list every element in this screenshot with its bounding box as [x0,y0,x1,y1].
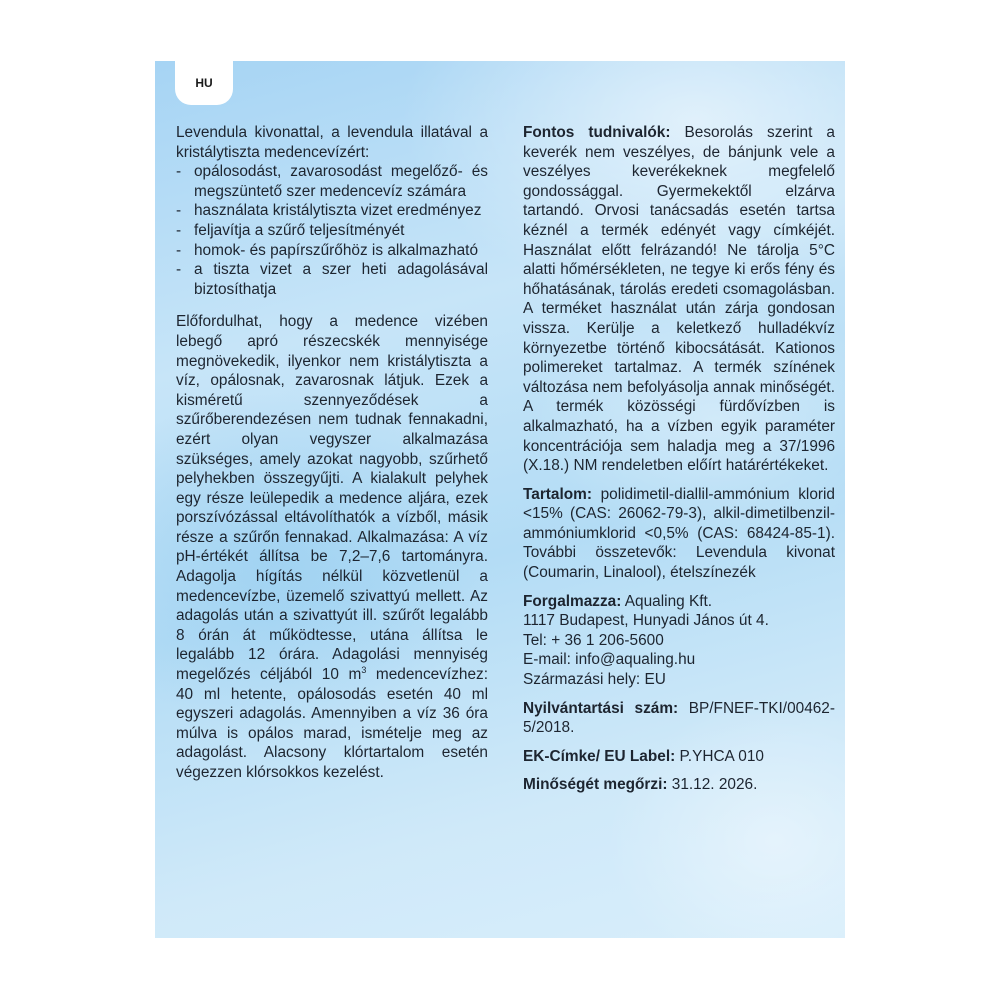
eu-label-value: P.YHCA 010 [675,747,764,765]
best-before [523,775,835,795]
important-notice [523,123,835,476]
benefit-item: - opálosodást, zavarosodást megelőző- és megszüntető szer medencevíz számára [176,163,488,200]
label-panel [155,61,845,938]
contents-text: polidimetil-diallil-ammónium klorid <15% (CAS: 26062-79-3), alkil-dimetilbenzil-ammóniumklorid <0,5% (CAS: 68424-85-1). További összetevők: Levendula kivonat (Coumarin, Linalool), ételszínezék [523,485,835,582]
registration-number [523,699,835,738]
benefit-item: - feljavítja a szűrő teljesítményét [176,221,405,239]
best-before-value: 31.12. 2026. [667,776,758,794]
usage-description [176,312,488,782]
eu-label-heading: EK-Címke/ EU Label: [523,747,676,765]
benefit-text: használata kristálytiszta vizet eredményez [194,202,482,220]
usage-text-continued: medencevízhez: 40 ml hetente, opálosodás esetén 40 ml egyszeri adagolás. Amennyiben a víz 36 óra múlva is opálos marad, ismételje meg az adagolást. Alacsony klórtartalom esetén végezzen klórsokkos kezelést. [176,666,488,781]
cubic-superscript: 3 [361,664,367,675]
usage-text: Előfordulhat, hogy a medence vizében lebegő apró részecskék mennyisége megnövekedik, ilyenkor nem kristálytiszta a víz, opálosnak, zavarosnak látjuk. Ezek a kisméretű szennyeződések a szűrőberendezésen nem tudnak fennakadni, ezért olyan vegyszer alkalmazása szükséges, amely azokat nagyobb, szűrhető pelyhekben összegyűjti. A kialakult pelyhek egy része leülepedik a medence aljára, ezek porszívózással eltávolíthatók a vízből, másik része a szűrőn fennakad. Alkalmazása: A víz pH-értékét állítsa be 7,2–7,6 tartományra. Adagolja hígítás nélkül közvetlenül a medencevízbe, üzemelő szivattyú mellett. Az adagolás után a szivattyút ill. szűrőt legalább 8 órán át működtesse, utána állítsa le legalább 12 órára. Adagolási mennyiség megelőzés céljából 10 m [176,313,488,684]
language-tab: HU [175,61,233,105]
left-column [176,123,488,783]
contents-heading: Tartalom: [523,485,592,503]
distributor-phone: Tel: + 36 1 206-5600 [523,631,664,649]
benefit-list [176,162,488,299]
right-column [523,123,835,795]
distributor-heading: Forgalmazza: [523,592,622,610]
benefit-text: opálosodást, zavarosodást megelőző- és megszüntető szer medencevíz számára [194,163,488,200]
distributor-email: E-mail: info@aqualing.hu [523,651,696,669]
notice-text: Besorolás szerint a keverék nem veszélyes, de bánjunk vele a veszélyes keverékeknek megfelelő gondossággal. Gyermekektől elzárva tartandó. Orvosi tanácsadás esetén tartsa kéznél a termék edényét vagy címkéjét. Használat előtt felrázandó! Ne tárolja 5°C alatti hőmérsékleten, ne tegye ki erős fény és hőhatásának, tárolás eredeti csomagolásban. A terméket használat után zárja gondosan vissza. Kerülje a keletkező hulladékvíz környezetbe történő kibocsátását. Kationos polimereket tartalmaz. A termék színének változása nem befolyásolja annak minőségét. A termék közösségi fürdővízben is alkalmazható, ha a vízben egyik paraméter koncentrációja sem haladja meg a 37/1996 (X.18.) NM rendeletben előírt határértékeket. [523,124,835,475]
registration-heading: Nyilvántartási szám: [523,699,679,717]
origin-text: Származási hely: EU [523,671,666,689]
intro-text: Levendula kivonattal, a levendula illatával a kristálytiszta medencevízért: [176,124,488,161]
benefit-item: - a tiszta vizet a szer heti adagolásával biztosíthatja [176,261,488,298]
registration-value: BP/FNEF-TKI/00462-5/2018. [523,699,835,737]
contents-section [523,485,835,583]
benefit-text: feljavítja a szűrő teljesítményét [194,221,405,239]
benefit-item: - homok- és papírszűrőhöz is alkalmazható [176,241,479,259]
distributor-section [523,592,835,690]
eu-label [523,747,835,767]
notice-heading: Fontos tudnivalók: [523,124,671,141]
benefit-item: - használata kristálytiszta vizet eredményez [176,202,482,220]
distributor-address: 1117 Budapest, Hunyadi János út 4. [523,612,769,630]
benefit-text: a tiszta vizet a szer heti adagolásával biztosíthatja [194,261,488,298]
best-before-heading: Minőségét megőrzi: [523,776,668,794]
distributor-name: Aqualing Kft. [621,592,713,610]
benefit-text: homok- és papírszűrőhöz is alkalmazható [194,241,479,259]
